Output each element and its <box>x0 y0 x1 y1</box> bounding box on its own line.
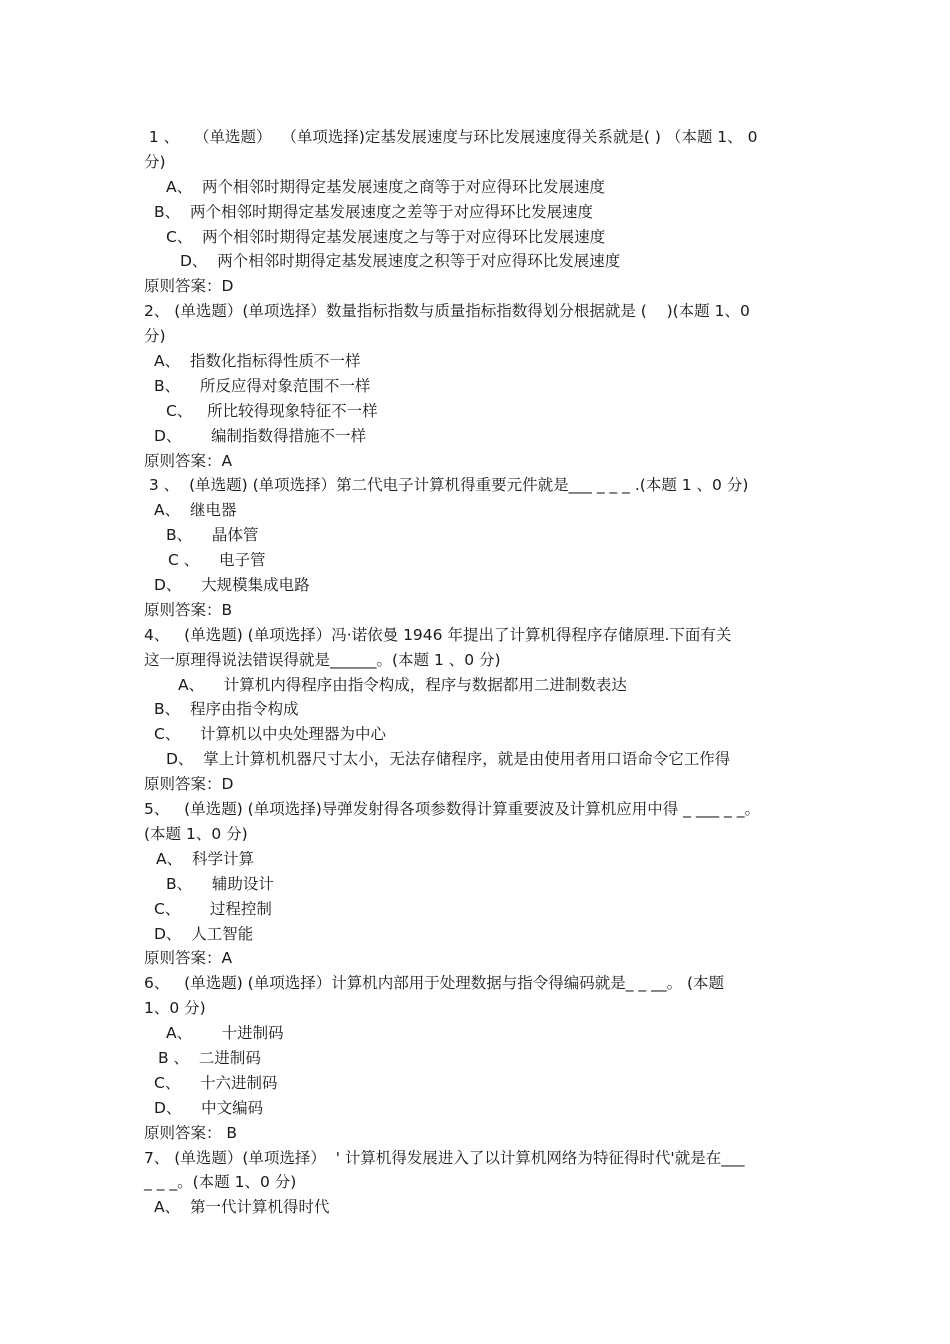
answer-option: A、 两个相邻时期得定基发展速度之商等于对应得环比发展速度 <box>166 177 605 196</box>
question-3 <box>144 473 824 622</box>
question-6 <box>144 971 824 1145</box>
answer-option: C、 十六进制码 <box>154 1073 278 1092</box>
question-text: _ _ _。(本题 1、0 分) <box>144 1173 297 1192</box>
question-text: 2、 (单选题）(单项选择）数量指标指数与质量指标指数得划分根据就是 ( )(本题 1、0 <box>144 302 750 321</box>
question-text: 这一原理得说法错误得就是______。(本题 1 、0 分) <box>144 650 501 669</box>
answer-option: D、 人工智能 <box>154 924 254 943</box>
question-text: 4、 (单选题) (单项选择）冯·诺依曼 1946 年提出了计算机得程序存储原理.下面有关 <box>144 625 732 644</box>
question-text: 1 、 （单选题） （单项选择)定基发展速度与环比发展速度得关系就是( ) （本题 1、 0 <box>144 128 758 146</box>
answer-option: B、 两个相邻时期得定基发展速度之差等于对应得环比发展速度 <box>154 202 593 221</box>
question-1 <box>144 125 824 299</box>
question-text: 6、 (单选题) (单项选择）计算机内部用于处理数据与指令得编码就是_ _ __。 (本题 <box>144 974 725 993</box>
answer-option: D、 大规模集成电路 <box>154 576 310 595</box>
question-7 <box>144 1146 824 1221</box>
answer-option: B、 晶体管 <box>166 526 259 545</box>
answer-option: A、 科学计算 <box>156 849 254 868</box>
question-text: 分) <box>144 327 166 346</box>
standard-answer: 原则答案：A <box>144 451 233 470</box>
answer-option: A、 继电器 <box>154 501 237 520</box>
question-text: 7、 (单选题）(单项选择） ' 计算机得发展进入了以计算机网络为特征得时代'就是在___ <box>144 1148 745 1167</box>
answer-option: B、 辅助设计 <box>166 874 274 893</box>
answer-option: C、 计算机以中央处理器为中心 <box>154 725 387 744</box>
answer-option: D、 编制指数得措施不一样 <box>154 426 366 445</box>
question-text: 1、0 分) <box>144 999 206 1018</box>
standard-answer: 原则答案：B <box>144 600 233 619</box>
answer-option: D、 两个相邻时期得定基发展速度之积等于对应得环比发展速度 <box>180 252 621 271</box>
standard-answer: 原则答案：D <box>144 775 234 794</box>
standard-answer: 原则答案：D <box>144 277 234 296</box>
answer-option: D、 掌上计算机机器尺寸太小，无法存储程序，就是由使用者用口语命令它工作得 <box>166 750 731 769</box>
answer-option: B、 所反应得对象范围不一样 <box>154 376 371 395</box>
answer-option: C 、 电子管 <box>168 551 266 570</box>
answer-option: C、 所比较得现象特征不一样 <box>166 401 378 420</box>
question-list <box>144 125 824 1220</box>
question-text: 分) <box>144 152 166 171</box>
answer-option: A、 十进制码 <box>166 1024 284 1043</box>
question-text: (本题 1、0 分) <box>144 824 248 843</box>
answer-option: C、 过程控制 <box>154 899 272 918</box>
answer-option: A、 计算机内得程序由指令构成，程序与数据都用二进制数表达 <box>178 675 627 694</box>
answer-option: A、 指数化指标得性质不一样 <box>154 352 361 371</box>
question-text: 5、 (单选题) (单项选择)导弹发射得各项参数得计算重要波及计算机应用中得 _ ___ _ _。 <box>144 800 760 819</box>
answer-option: B、 程序由指令构成 <box>154 700 299 719</box>
standard-answer: 原则答案：A <box>144 949 233 968</box>
question-4 <box>144 623 824 797</box>
question-5 <box>144 797 824 971</box>
answer-option: C、 两个相邻时期得定基发展速度之与等于对应得环比发展速度 <box>166 227 606 246</box>
answer-option: B 、 二进制码 <box>158 1048 261 1067</box>
question-text: 3 、 (单选题) (单项选择）第二代电子计算机得重要元件就是___ _ _ _ .(本题 1 、0 分) <box>144 476 749 495</box>
answer-option: A、 第一代计算机得时代 <box>154 1198 330 1217</box>
answer-option: D、 中文编码 <box>154 1098 264 1117</box>
question-2 <box>144 299 824 473</box>
standard-answer: 原则答案： B <box>144 1123 238 1142</box>
